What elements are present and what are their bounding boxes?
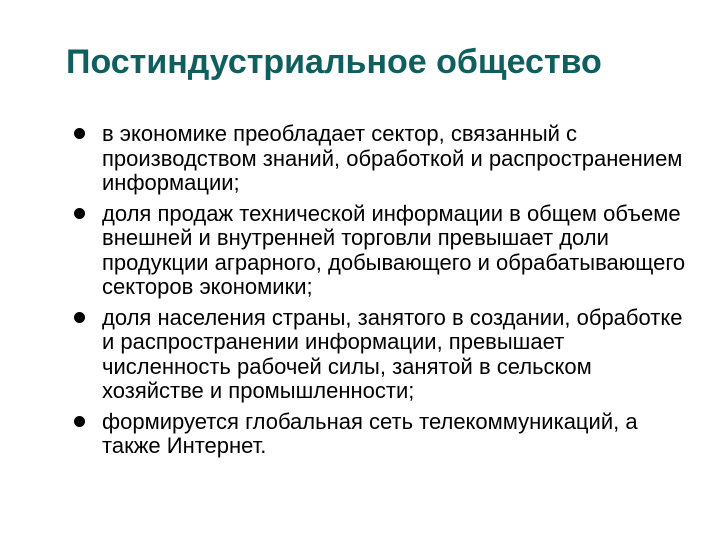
bullet-item xyxy=(74,202,694,300)
bullet-dot-icon xyxy=(74,128,85,139)
bullet-dot-icon xyxy=(74,208,85,219)
bullet-text: доля продаж технической информации в общем объеме внешней и внутренней торговли превышает доли продукции аграрного, добывающего и обрабатывающего секторов экономики; xyxy=(102,200,686,299)
bullet-item xyxy=(74,122,694,196)
bullet-item xyxy=(74,410,694,459)
bullet-text: в экономике преобладает сектор, связанный с производством знаний, обработкой и распространением информации; xyxy=(102,121,683,195)
bullet-item xyxy=(74,306,694,404)
bullet-dot-icon xyxy=(74,416,85,427)
slide-title: Постиндустриальное общество xyxy=(66,43,602,81)
bullet-text: доля населения страны, занятого в создании, обработке и распространении информации, превышает численность рабочей силы, занятой в сельском хозяйстве и промышленности; xyxy=(102,304,683,403)
bullet-dot-icon xyxy=(74,312,85,323)
bullet-list xyxy=(74,122,694,465)
bullet-text: формируется глобальная сеть телекоммуникаций, а также Интернет. xyxy=(102,408,638,458)
